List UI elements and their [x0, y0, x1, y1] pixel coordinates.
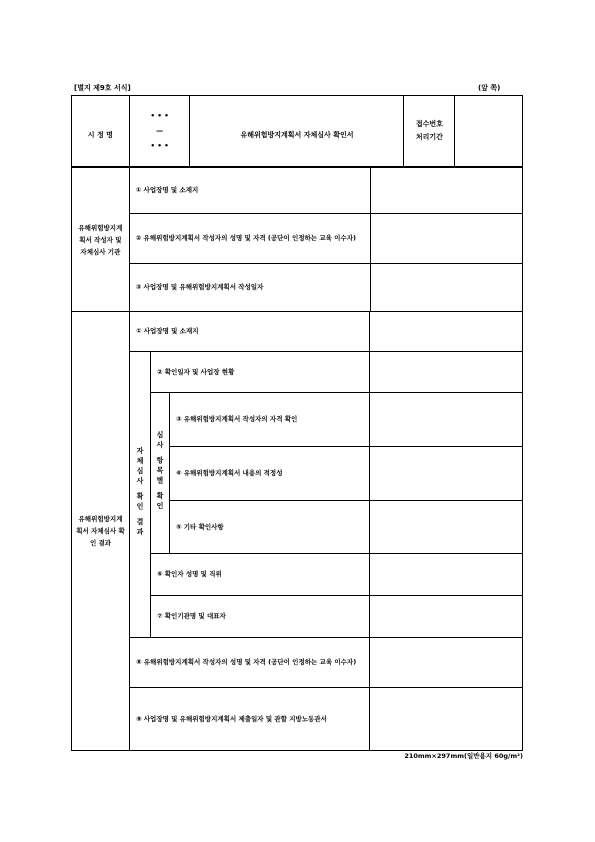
inner-row-bottom-1-label: ⑥ 확인자 성명 및 직위 [157, 570, 222, 578]
section1-row-3-label: ③ 사업장명 및 유해위험방지계획서 작성일자 [135, 283, 264, 291]
sub-row-2-label: ④ 유해위험방지계획서 내용의 적정성 [176, 469, 283, 477]
inner-row-top-value[interactable] [370, 352, 523, 393]
inner-row-top-label: ② 확인일자 및 사업장 현황 [157, 367, 235, 376]
dot-grid: • • • — • • • [129, 96, 190, 167]
inner-row-bottom-2-label: ⑦ 확인기관명 및 대표자 [157, 612, 226, 620]
section2-top-row-value[interactable] [370, 312, 523, 352]
section2-top-row-label: ① 사업장명 및 소재지 [136, 327, 199, 335]
section1-row-3-value[interactable] [370, 264, 522, 312]
section1-row-2-value[interactable] [370, 214, 522, 264]
sub-vertical-label: 심사 항목별 확인 [156, 430, 164, 512]
title-left-label: 시 정 명 [87, 130, 113, 139]
sub-row-1-label: ③ 유해위험방지계획서 작성자의 자격 확인 [176, 415, 298, 423]
section1-row-2-label: ② 유해위험방지계획서 작성자의 성명 및 자격 (공단이 인정하는 교육 이수자) [135, 234, 356, 242]
bottom-row-2-label: ⑨ 사업장명 및 유해위험방지계획서 제출일자 및 관할 지방노동관서 [136, 714, 327, 723]
sub-row-1-value[interactable] [370, 393, 523, 447]
receipt-info: 접수번호 처리기간 [404, 96, 455, 167]
page-label: (앞 쪽) [478, 84, 501, 92]
bottom-row-1-label: ⑧ 유해위험방지계획서 작성자의 성명 및 자격 (공단이 인정하는 교육 이수자) [136, 658, 357, 666]
section1-table [71, 167, 523, 312]
inner-row-bottom-2-value[interactable] [370, 596, 523, 638]
receipt-value[interactable] [455, 96, 523, 167]
bottom-row-1-value[interactable] [370, 638, 523, 688]
bottom-row-2-value[interactable] [370, 688, 523, 751]
section2-label: 유해위험방지계획서 자체심사 확인 결과 [76, 515, 125, 547]
section1-row-1-label: ① 사업장명 및 소재지 [135, 186, 199, 194]
inner-row-bottom-1-value[interactable] [370, 554, 523, 596]
footer-paper-spec: 210mm×297mm(일반용지 60g/m²) [404, 752, 523, 760]
form-number: [별지 제9호 서식] [74, 84, 131, 92]
title-row-table [71, 95, 523, 167]
section1-label: 유해위험방지계획서 작성자 및 자체심사 기관 [78, 223, 123, 256]
sub-row-3-label: ⑤ 기타 확인사항 [176, 522, 224, 531]
inner-vertical-label: 자체심사 확인 결과 [136, 447, 144, 538]
sub-row-3-value[interactable] [370, 501, 523, 554]
section2-table [71, 311, 523, 751]
sub-row-2-value[interactable] [370, 447, 523, 501]
form-title: 유해위험방지계획서 자체심사 확인서 [240, 130, 354, 139]
section1-row-1-value[interactable] [370, 168, 522, 214]
